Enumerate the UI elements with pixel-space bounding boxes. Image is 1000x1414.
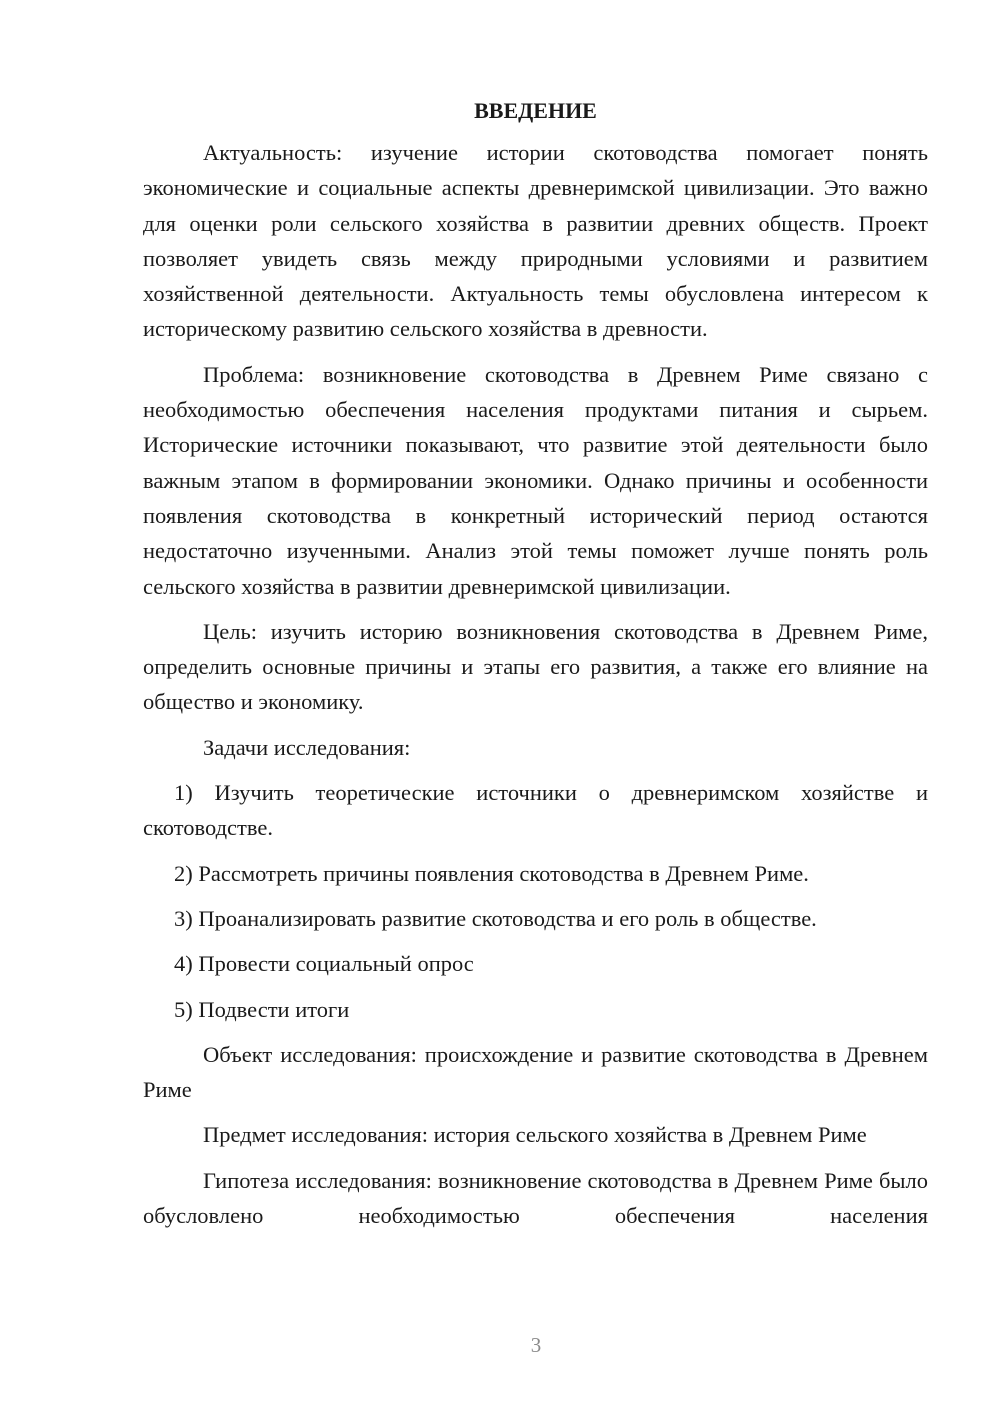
task-item: 5) Подвести итоги (174, 996, 350, 1022)
task-item: 3) Проанализировать развитие скотоводства и его роль в обществе. (174, 905, 817, 931)
task-item: 4) Провести социальный опрос (174, 951, 474, 977)
page-number: 3 (530, 1333, 542, 1357)
subject-paragraph: Предмет исследования: история сельского хозяйства в Древнем Риме (203, 1122, 867, 1148)
section-heading: ВВЕДЕНИЕ (474, 98, 597, 123)
task-item: 2) Рассмотреть причины появления скотоводства в Древнем Риме. (174, 860, 809, 886)
hypothesis-paragraph: Гипотеза исследования: возникновение скотоводства в Древнем Риме было обусловлено необходимостью обеспечения населения (143, 1167, 928, 1229)
relevance-paragraph: Актуальность: изучение истории скотоводства помогает понять экономические и социальные аспекты древнеримской цивилизации. Это важно для оценки роли сельского хозяйства в развитии древних обществ. Проект позволяет увидеть связь между природными условиями и развитием хозяйственной деятельности. Актуальность темы обусловлена интересом к историческому развитию сельского хозяйства в древности. (143, 140, 928, 342)
page-content (143, 96, 928, 1233)
task-item: 1) Изучить теоретические источники о древнеримском хозяйстве и скотоводстве. (143, 780, 928, 841)
problem-paragraph: Проблема: возникновение скотоводства в Древнем Риме связано с необходимостью обеспечения населения продуктами питания и сырьем. Исторические источники показывают, что развитие этой деятельности было важным этапом в формировании экономики. Однако причины и особенности появления скотоводства в конкретный исторический период остаются недостаточно изученными. Анализ этой темы поможет лучше понять роль сельского хозяйства в развитии древнеримской цивилизации. (143, 361, 928, 599)
goal-paragraph: Цель: изучить историю возникновения скотоводства в Древнем Риме, определить основные причины и этапы его развития, а также его влияние на общество и экономику. (143, 618, 928, 715)
object-paragraph: Объект исследования: происхождение и развитие скотоводства в Древнем Риме (143, 1041, 928, 1103)
tasks-heading: Задачи исследования: (203, 734, 411, 760)
